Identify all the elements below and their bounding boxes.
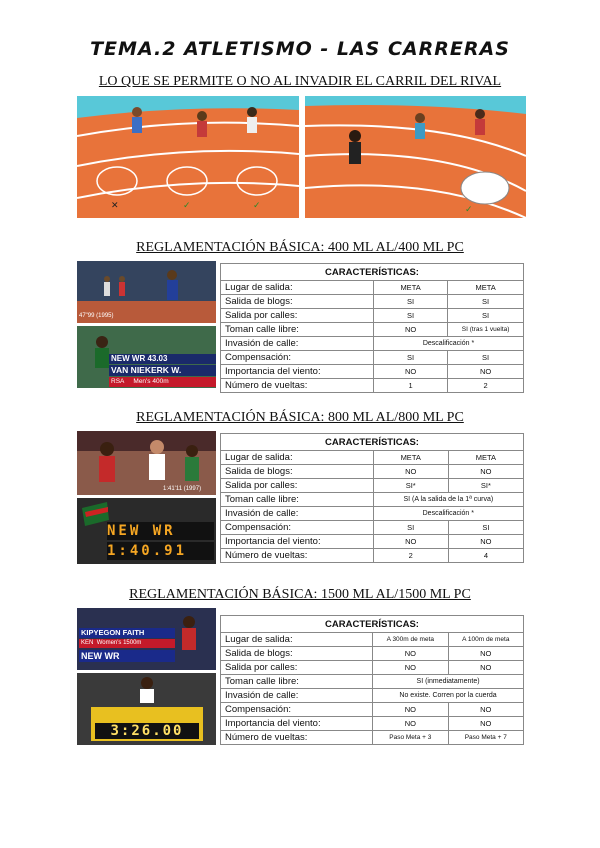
cell-al: 1 (373, 379, 447, 393)
cell-pc: NO (448, 703, 523, 717)
cell-al: META (373, 281, 447, 295)
row-label: Salida de blogs: (221, 465, 374, 479)
photo-800-caption: 1:41'11 (1997) (163, 486, 202, 492)
cell-pc: NO (448, 647, 523, 661)
row-label: Compensación: (221, 703, 373, 717)
row-label: Toman calle libre: (221, 675, 373, 689)
photo-400-race (77, 261, 216, 323)
table-row (221, 465, 524, 479)
table-header: CARACTERÍSTICAS: (221, 434, 524, 451)
row-label: Invasión de calle: (221, 507, 374, 521)
cell-al: Paso Meta + 3 (373, 731, 448, 745)
table-row (221, 365, 524, 379)
row-label: Toman calle libre: (221, 493, 374, 507)
cell-pc: NO (448, 465, 523, 479)
scoreboard-time: 3:26.00 (95, 723, 199, 739)
scoreboard-event: RSA Men's 400m (109, 377, 216, 387)
section-heading-1500: REGLAMENTACIÓN BÁSICA: 1500 ML AL/1500 ML PC (129, 587, 471, 602)
scoreboard-event: KEN Women's 1500m (79, 639, 175, 648)
table-row (221, 507, 524, 521)
table-row (221, 731, 524, 745)
page-title: TEMA.2 ATLETISMO - LAS CARRERAS (90, 38, 510, 60)
table-400 (220, 263, 524, 393)
table-row (221, 703, 524, 717)
cell-al: SI (373, 309, 447, 323)
cell-al: META (373, 451, 448, 465)
photo-400-caption: 47"99 (1995) (79, 313, 114, 319)
row-label: Número de vueltas: (221, 379, 374, 393)
cell-al: SI (373, 351, 447, 365)
cell-pc: SI (448, 295, 524, 309)
cell-al: 2 (373, 549, 448, 563)
table-row (221, 337, 524, 351)
cell-al: NO (373, 647, 448, 661)
cell-al: NO (373, 661, 448, 675)
table-row (221, 295, 524, 309)
table-row (221, 633, 524, 647)
row-label: Salida por calles: (221, 661, 373, 675)
scoreboard-name: VAN NIEKERK W. (109, 365, 216, 376)
photo-1500-record (77, 608, 216, 670)
row-label: Compensación: (221, 351, 374, 365)
row-label: Importancia del viento: (221, 717, 373, 731)
row-label: Lugar de salida: (221, 281, 374, 295)
table-row (221, 689, 524, 703)
lane-invasion-illustration-left (77, 96, 299, 218)
cell-pc: META (448, 451, 523, 465)
row-label: Toman calle libre: (221, 323, 374, 337)
row-label: Invasión de calle: (221, 337, 374, 351)
table-row (221, 675, 524, 689)
cell-al: A 300m de meta (373, 633, 448, 647)
cell-al: SI* (373, 479, 448, 493)
section-heading-400: REGLAMENTACIÓN BÁSICA: 400 ML AL/400 ML PC (136, 240, 464, 255)
table-row (221, 379, 524, 393)
table-row (221, 351, 524, 365)
cell-al: NO (373, 365, 447, 379)
table-row (221, 717, 524, 731)
cell-pc: NO (448, 365, 524, 379)
scoreboard-wr: NEW WR 43.03 (109, 354, 216, 364)
cell-pc: A 100m de meta (448, 633, 523, 647)
cell-pc: 4 (448, 549, 523, 563)
cell-pc: Paso Meta + 7 (448, 731, 523, 745)
photo-1500-scoreboard (77, 673, 216, 745)
table-row (221, 451, 524, 465)
cell-pc: 2 (448, 379, 524, 393)
scoreboard-wr: NEW WR (79, 650, 175, 662)
table-row (221, 309, 524, 323)
photo-800-race (77, 431, 216, 495)
cell-pc: SI (tras 1 vuelta) (448, 323, 524, 337)
cell-al: SI (373, 521, 448, 535)
table-row (221, 647, 524, 661)
photo-800-record (77, 498, 216, 564)
cell-pc: META (448, 281, 524, 295)
cell-pc: SI (448, 521, 523, 535)
cell-al: NO (373, 323, 447, 337)
table-header: CARACTERÍSTICAS: (221, 264, 524, 281)
cell-al: NO (373, 703, 448, 717)
cell-pc: NO (448, 717, 523, 731)
cell-merged: Descalificación * (373, 337, 523, 351)
cell-pc: SI (448, 309, 524, 323)
svg-text:✓: ✓ (183, 200, 191, 210)
cell-al: SI (373, 295, 447, 309)
cell-merged: No existe. Corren por la cuerda (373, 689, 524, 703)
table-800 (220, 433, 524, 563)
cell-pc: NO (448, 535, 523, 549)
row-label: Salida de blogs: (221, 295, 374, 309)
section-heading-800: REGLAMENTACIÓN BÁSICA: 800 ML AL/800 ML PC (136, 410, 464, 425)
cell-merged: SI (A la salida de la 1ª curva) (373, 493, 523, 507)
table-row (221, 281, 524, 295)
row-label: Salida de blogs: (221, 647, 373, 661)
table-row (221, 549, 524, 563)
cell-pc: NO (448, 661, 523, 675)
row-label: Lugar de salida: (221, 633, 373, 647)
cell-pc: SI (448, 351, 524, 365)
scoreboard-name: KIPYEGON FAITH (79, 628, 175, 638)
row-label: Lugar de salida: (221, 451, 374, 465)
svg-text:✓: ✓ (253, 200, 261, 210)
photo-400-record (77, 326, 216, 388)
row-label: Salida por calles: (221, 479, 374, 493)
cell-al: NO (373, 465, 448, 479)
table-row (221, 493, 524, 507)
subtitle-invasion: LO QUE SE PERMITE O NO AL INVADIR EL CARRIL DEL RIVAL (98, 74, 502, 89)
row-label: Número de vueltas: (221, 731, 373, 745)
row-label: Salida por calles: (221, 309, 374, 323)
lane-invasion-illustration-right (305, 96, 526, 218)
cell-merged: Descalificación * (373, 507, 523, 521)
cell-merged: SI (inmediatamente) (373, 675, 524, 689)
cell-al: NO (373, 717, 448, 731)
table-row (221, 661, 524, 675)
table-row (221, 535, 524, 549)
row-label: Importancia del viento: (221, 535, 374, 549)
scoreboard-time: 1:40.91 (107, 542, 214, 560)
row-label: Invasión de calle: (221, 689, 373, 703)
table-row (221, 479, 524, 493)
table-1500 (220, 615, 524, 745)
scoreboard-wr: NEW WR (107, 522, 214, 540)
table-header: CARACTERÍSTICAS: (221, 616, 524, 633)
row-label: Importancia del viento: (221, 365, 374, 379)
table-row (221, 323, 524, 337)
row-label: Compensación: (221, 521, 374, 535)
svg-text:✕: ✕ (111, 200, 119, 210)
table-row (221, 521, 524, 535)
cell-pc: SI* (448, 479, 523, 493)
row-label: Número de vueltas: (221, 549, 374, 563)
cell-al: NO (373, 535, 448, 549)
svg-text:✓: ✓ (465, 204, 473, 214)
